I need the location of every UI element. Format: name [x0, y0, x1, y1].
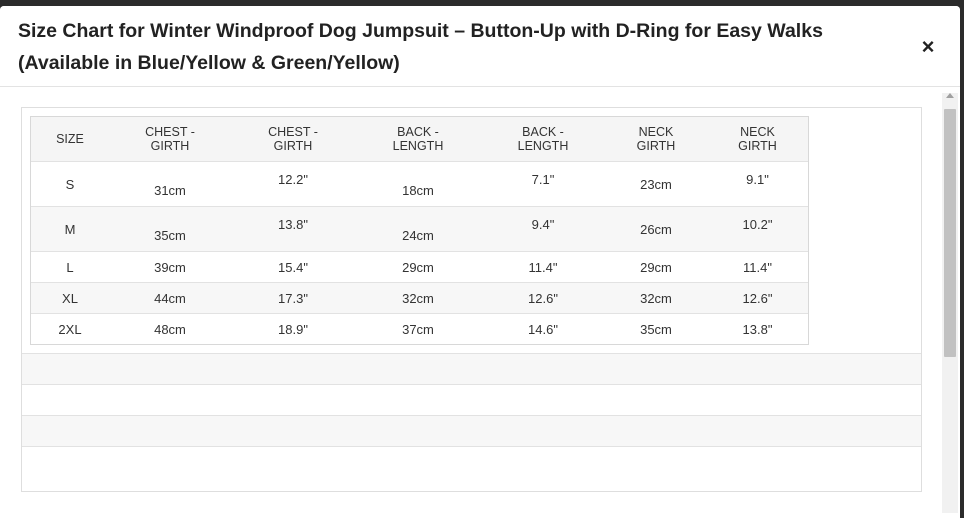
measurement-cell: 13.8" — [706, 314, 809, 345]
column-header-text: BACK - — [397, 125, 439, 139]
size-chart-container — [21, 107, 922, 492]
measurement-cell: 23cm — [606, 162, 706, 207]
column-header — [606, 117, 706, 162]
table-header-row — [30, 117, 809, 162]
column-header — [480, 117, 606, 162]
table-row — [30, 283, 809, 314]
modal-title: Size Chart for Winter Windproof Dog Jumpsuit – Button-Up with D-Ring for Easy Walks (Available in Blue/Yellow & Green/Yellow) — [18, 20, 823, 74]
measurement-cell: 29cm — [356, 252, 480, 283]
column-header-text: GIRTH — [150, 139, 190, 153]
measurement-cell: 24cm — [356, 207, 480, 252]
empty-row — [22, 446, 921, 492]
measurement-cell: 18.9" — [230, 314, 356, 345]
size-table — [30, 116, 809, 345]
measurement-cell: 44cm — [110, 283, 230, 314]
size-cell: XL — [30, 283, 110, 314]
column-header-text: SIZE — [56, 132, 84, 146]
measurement-cell: 32cm — [606, 283, 706, 314]
column-header-text: CHEST - — [268, 125, 318, 139]
column-header — [30, 117, 110, 162]
measurement-cell: 31cm — [110, 162, 230, 207]
measurement-cell: 17.3" — [230, 283, 356, 314]
column-header-text: LENGTH — [517, 139, 569, 153]
measurement-cell: 14.6" — [480, 314, 606, 345]
measurement-cell: 11.4" — [480, 252, 606, 283]
column-header-text: GIRTH — [273, 139, 313, 153]
scrollbar[interactable] — [942, 93, 958, 513]
size-cell: L — [30, 252, 110, 283]
measurement-cell: 10.2" — [706, 207, 809, 252]
size-chart-modal — [0, 6, 960, 518]
scrollbar-thumb[interactable] — [944, 109, 956, 357]
measurement-cell: 15.4" — [230, 252, 356, 283]
measurement-cell: 37cm — [356, 314, 480, 345]
empty-row — [22, 384, 921, 415]
modal-body — [0, 87, 960, 518]
close-icon: × — [921, 34, 935, 59]
column-header — [706, 117, 809, 162]
column-header — [110, 117, 230, 162]
measurement-cell: 48cm — [110, 314, 230, 345]
measurement-cell: 39cm — [110, 252, 230, 283]
measurement-cell: 35cm — [606, 314, 706, 345]
measurement-cell: 29cm — [606, 252, 706, 283]
measurement-cell: 9.1" — [706, 162, 809, 207]
modal-header — [0, 6, 960, 87]
chevron-up-icon[interactable] — [946, 93, 954, 98]
column-header-text: CHEST - — [145, 125, 195, 139]
column-header-text: BACK - — [522, 125, 564, 139]
close-button[interactable] — [912, 31, 944, 63]
column-header-text: GIRTH — [636, 139, 676, 153]
table-row — [30, 207, 809, 252]
measurement-cell: 12.6" — [706, 283, 809, 314]
table-row — [30, 314, 809, 345]
table-row — [30, 162, 809, 207]
column-header-text: GIRTH — [738, 139, 777, 153]
column-header-text: NECK — [740, 125, 775, 139]
column-header — [356, 117, 480, 162]
empty-row — [22, 415, 921, 446]
measurement-cell: 12.2" — [230, 162, 356, 207]
size-cell: M — [30, 207, 110, 252]
empty-row — [22, 353, 921, 384]
column-header — [230, 117, 356, 162]
measurement-cell: 35cm — [110, 207, 230, 252]
size-cell: S — [30, 162, 110, 207]
measurement-cell: 32cm — [356, 283, 480, 314]
measurement-cell: 13.8" — [230, 207, 356, 252]
measurement-cell: 9.4" — [480, 207, 606, 252]
measurement-cell: 12.6" — [480, 283, 606, 314]
table-row — [30, 252, 809, 283]
size-cell: 2XL — [30, 314, 110, 345]
measurement-cell: 7.1" — [480, 162, 606, 207]
measurement-cell: 11.4" — [706, 252, 809, 283]
column-header-text: LENGTH — [392, 139, 444, 153]
measurement-cell: 26cm — [606, 207, 706, 252]
column-header-text: NECK — [638, 125, 674, 139]
measurement-cell: 18cm — [356, 162, 480, 207]
